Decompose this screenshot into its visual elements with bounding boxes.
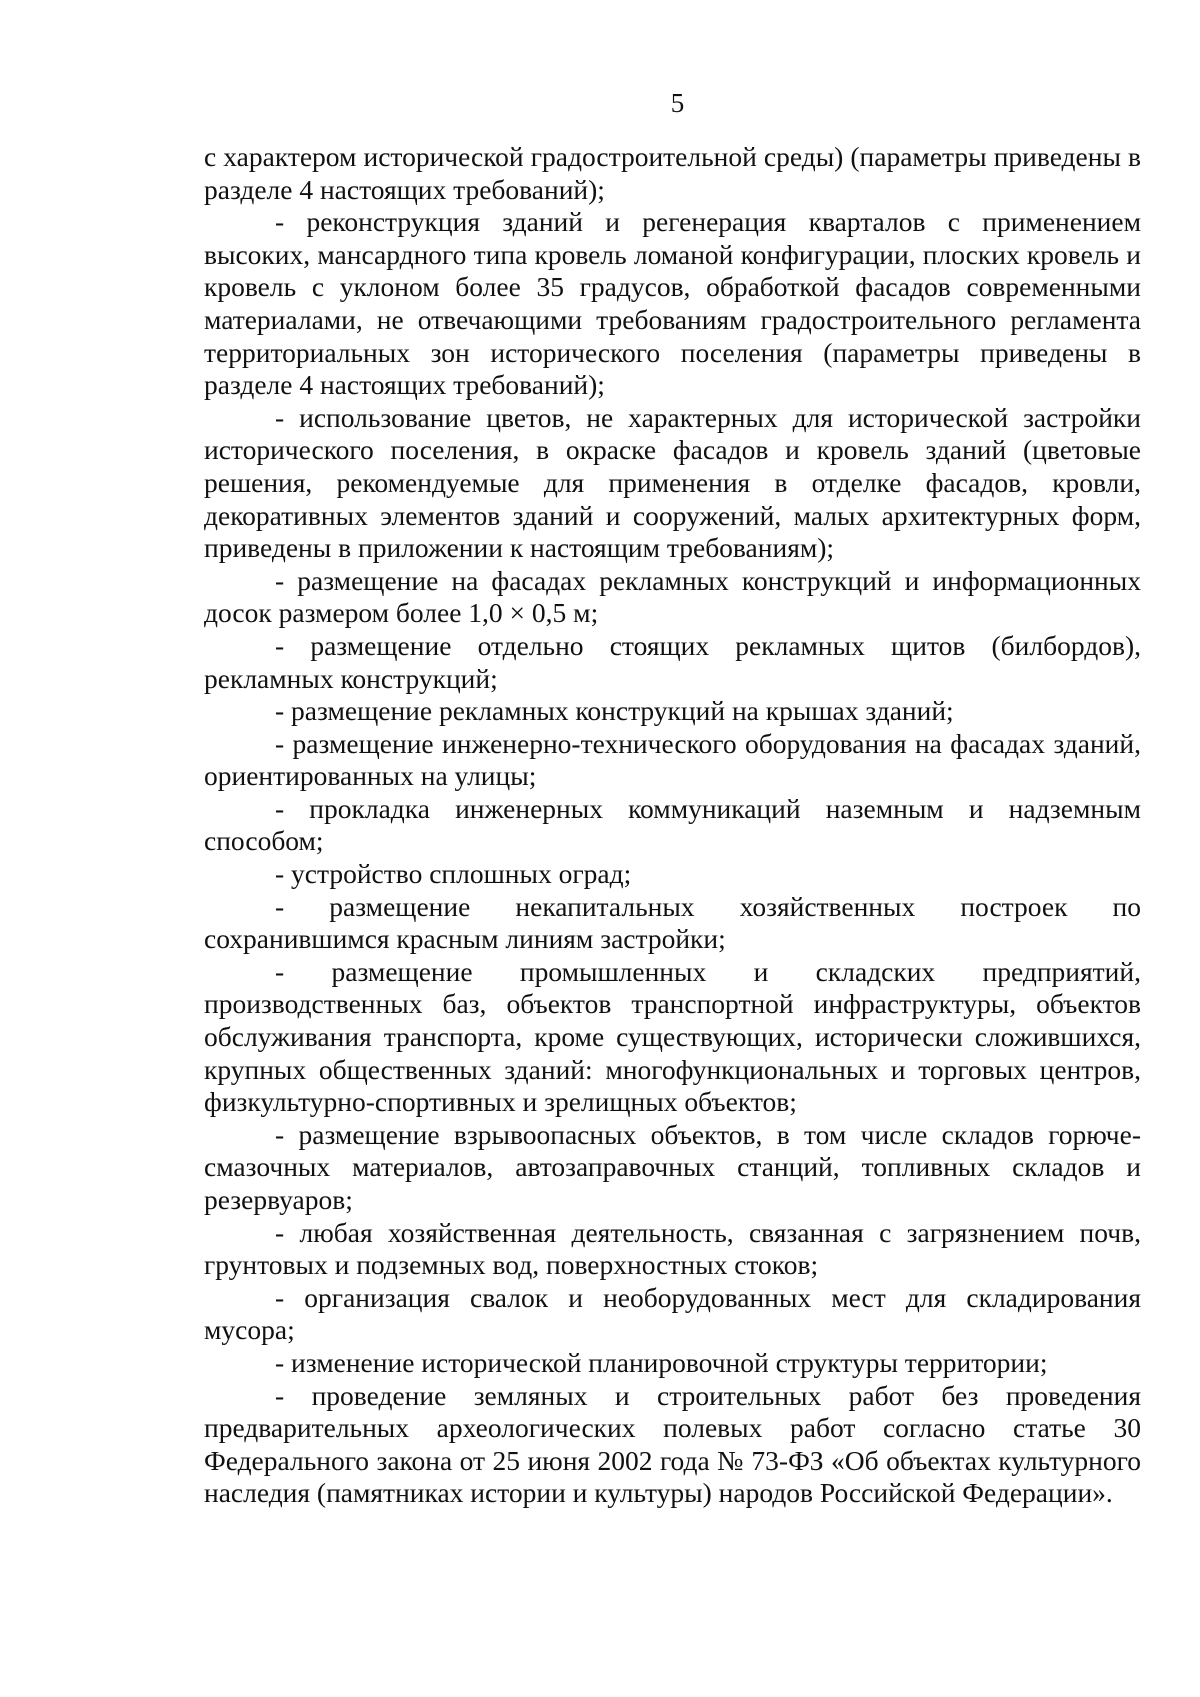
paragraph: - размещение на фасадах рекламных конструкций и информационных досок размером более 1,0 × 0,5 м; bbox=[204, 564, 1141, 629]
paragraph: - реконструкция зданий и регенерация кварталов с применением высоких, мансардного типа кровель ломаной конфигурации, плоских кровель и кровель с уклоном более 35 градусов, обработкой фасадов современными материалами, не отвечающими требованиям градостроительного регламента территориальных зон исторического поселения (параметры приведены в разделе 4 настоящих требований); bbox=[204, 206, 1141, 401]
paragraph: - проведение земляных и строительных работ без проведения предварительных археологических полевых работ согласно статье 30 Федерального закона от 25 июня 2002 года № 73-ФЗ «Об объектах культурного наследия (памятниках истории и культуры) народов Российской Федерации». bbox=[204, 1379, 1141, 1509]
paragraph: - размещение промышленных и складских предприятий, производственных баз, объектов транспортной инфраструктуры, объектов обслуживания транспорта, кроме существующих, исторически сложившихся, крупных общественных зданий: многофункциональных и торговых центров, физкультурно-спортивных и зрелищных объектов; bbox=[204, 955, 1141, 1118]
paragraph: - изменение исторической планировочной структуры территории; bbox=[275, 1346, 1048, 1378]
paragraph: - любая хозяйственная деятельность, связанная с загрязнением почв, грунтовых и подземных вод, поверхностных стоков; bbox=[204, 1216, 1141, 1281]
paragraph: - размещение отдельно стоящих рекламных щитов (билбордов), рекламных конструкций; bbox=[204, 629, 1141, 694]
paragraph: - размещение взрывоопасных объектов, в том числе складов горюче-смазочных материалов, автозаправочных станций, топливных складов и резервуаров; bbox=[204, 1118, 1141, 1215]
page-number: 5 bbox=[670, 88, 685, 118]
paragraph: - размещение инженерно-технического оборудования на фасадах зданий, ориентированных на улицы; bbox=[204, 727, 1141, 792]
paragraph: - прокладка инженерных коммуникаций наземным и надземным способом; bbox=[204, 792, 1141, 857]
paragraph: - организация свалок и необорудованных мест для складирования мусора; bbox=[204, 1281, 1141, 1346]
document-body bbox=[204, 141, 1141, 1510]
paragraph: с характером исторической градостроительной среды) (параметры приведены в разделе 4 настоящих требований); bbox=[204, 141, 1141, 205]
paragraph: - устройство сплошных оград; bbox=[275, 858, 632, 890]
paragraph: - размещение некапитальных хозяйственных построек по сохранившимся красным линиям застройки; bbox=[204, 890, 1141, 955]
paragraph: - использование цветов, не характерных для исторической застройки исторического поселения, в окраске фасадов и кровель зданий (цветовые решения, рекомендуемые для применения в отделке фасадов, кровли, декоративных элементов зданий и сооружений, малых архитектурных форм, приведены в приложении к настоящим требованиям); bbox=[204, 401, 1141, 564]
paragraph: - размещение рекламных конструкций на крышах зданий; bbox=[275, 695, 954, 727]
